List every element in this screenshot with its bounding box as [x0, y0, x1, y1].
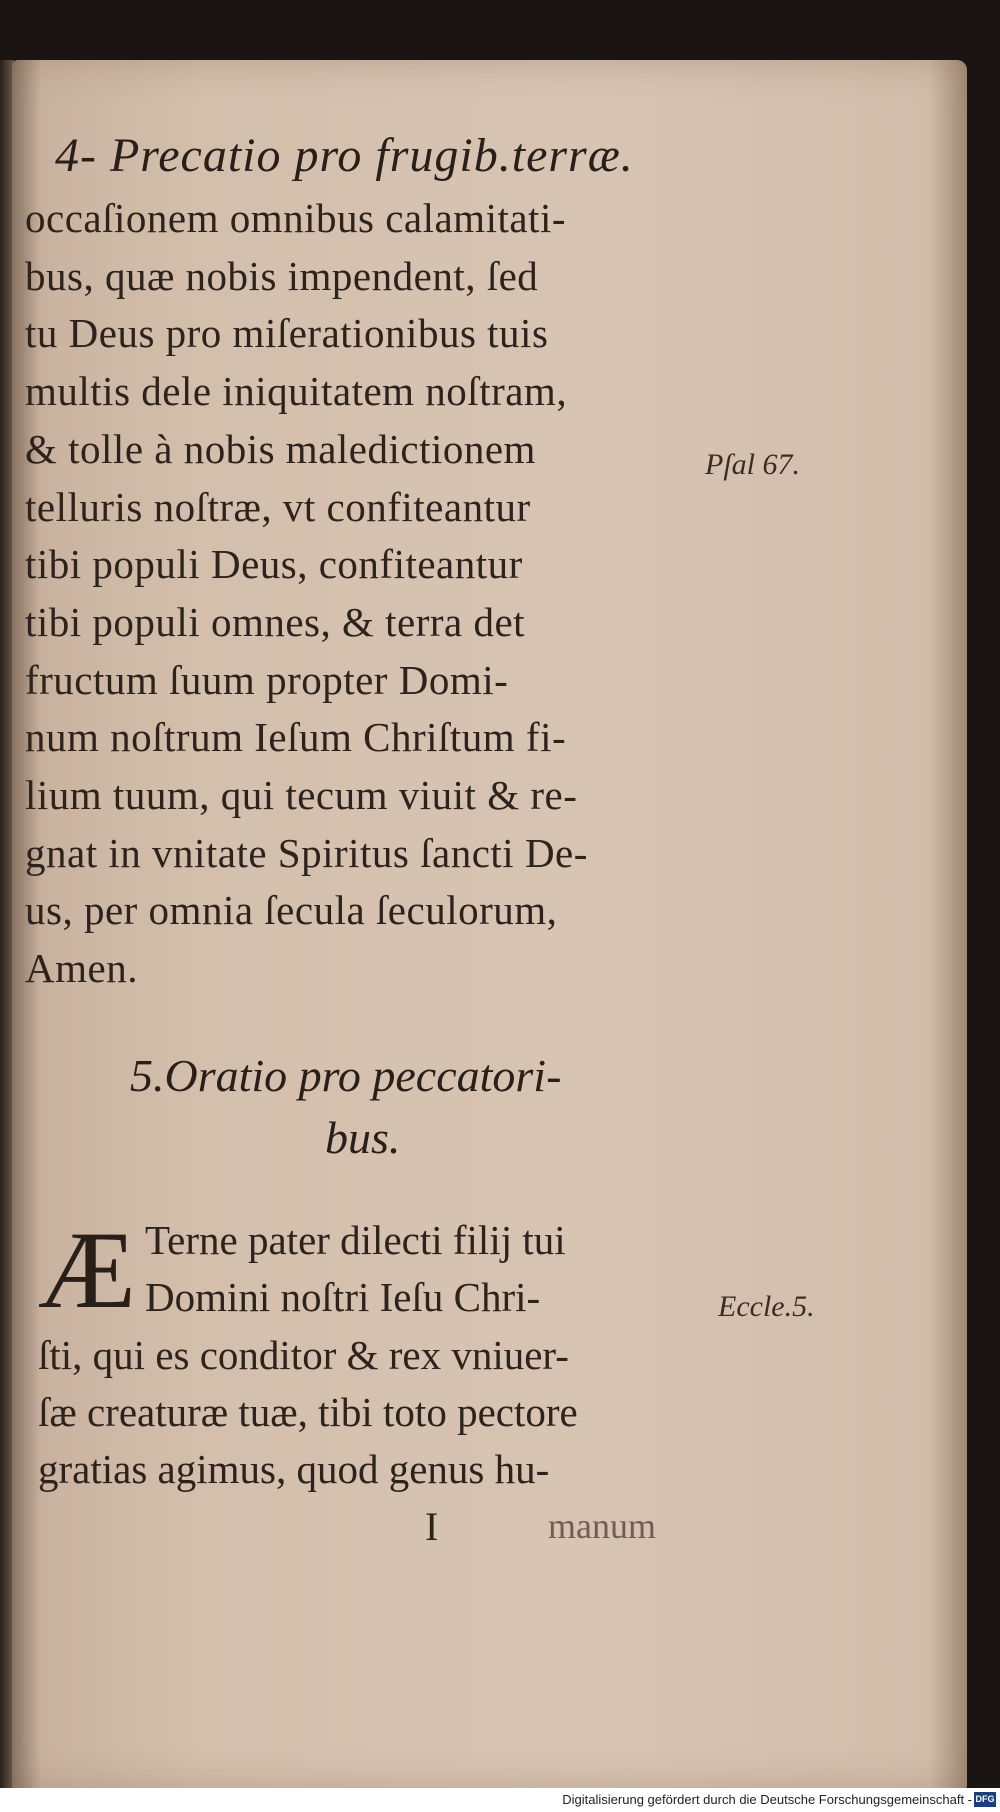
text-line: num noſtrum Ieſum Chriſtum fi-	[25, 714, 567, 761]
text-line: gnat in vnitate Spiritus ſancti De-	[25, 829, 588, 876]
text-line: lium tuum, qui tecum viuit & re-	[25, 772, 578, 819]
margin-note-eccle: Eccle.5.	[718, 1290, 815, 1323]
text-line: Domini noſtri Ieſu Chri-	[145, 1274, 541, 1320]
signature-mark: I	[425, 1504, 439, 1549]
section-heading-line1: 5.Oratio pro peccatori-	[130, 1050, 562, 1101]
section-heading	[130, 1045, 650, 1169]
text-line: us, per omnia ſecula ſeculorum,	[25, 887, 558, 934]
prayer-rest-lines	[38, 1327, 728, 1498]
text-line: fructum ſuum propter Domi-	[25, 656, 509, 703]
text-line: Terne pater dilecti filij tui	[145, 1217, 566, 1263]
text-line: & tolle à nobis maledictionem	[25, 425, 536, 472]
text-line: tibi populi omnes, & terra det	[25, 598, 526, 645]
text-line: ſti, qui es conditor & rex vniuer-	[38, 1332, 569, 1378]
footer-bar	[0, 1788, 1000, 1812]
text-line: telluris noſtræ, vt confiteantur	[25, 483, 531, 530]
text-line: ſæ creaturæ tuæ, tibi toto pectore	[38, 1389, 578, 1435]
text-line: tu Deus pro miſerationibus tuis	[25, 310, 549, 357]
margin-note-psalm: Pſal 67.	[705, 448, 800, 481]
section-heading-line2: bus.	[325, 1112, 401, 1163]
body-text	[25, 190, 715, 998]
footer-credit: Digitalisierung gefördert durch die Deutsche Forschungsgemeinschaft -	[562, 1792, 972, 1807]
catchword: manum	[548, 1506, 656, 1546]
text-line: gratias agimus, quod genus hu-	[38, 1446, 550, 1492]
text-line: tibi populi Deus, confiteantur	[25, 541, 523, 588]
text-line: bus, quæ nobis impendent, ſed	[25, 252, 539, 299]
text-line: multis dele iniquitatem noſtram,	[25, 368, 568, 415]
drop-cap-initial: Æ	[38, 1209, 136, 1331]
text-line: Amen.	[25, 945, 138, 992]
running-head: 4- Precatio pro frugib.terræ.	[55, 129, 634, 182]
text-line: occaſionem omnibus calamitati-	[25, 195, 566, 241]
dfg-logo-icon: DFG	[974, 1792, 996, 1807]
prayer-first-lines	[145, 1212, 720, 1326]
